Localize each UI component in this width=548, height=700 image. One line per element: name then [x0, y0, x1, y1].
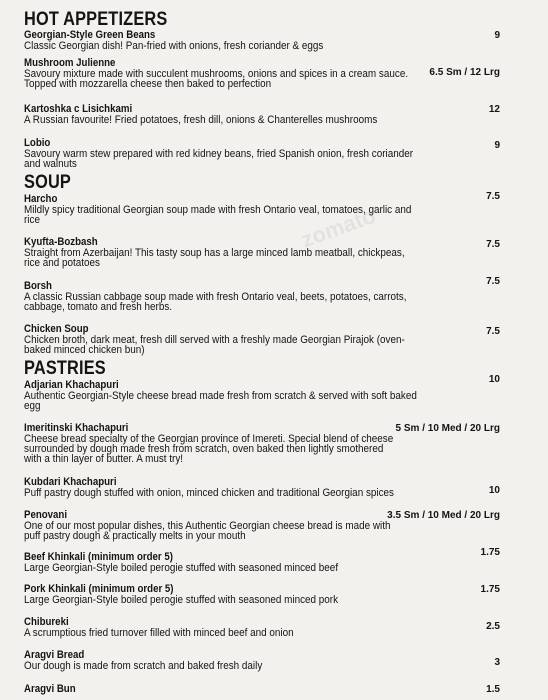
- menu-item: [24, 684, 524, 695]
- item-price: 3.5 Sm / 10 Med / 20 Lrg: [387, 510, 500, 521]
- item-name: Beef Khinkali (minimum order 5): [24, 551, 173, 563]
- menu-item: [24, 617, 524, 638]
- menu-item: [24, 30, 524, 51]
- item-description: Mildly spicy traditional Georgian soup made with fresh Ontario veal, tomatoes, garlic and rice: [24, 204, 412, 226]
- item-price: 7.5: [486, 191, 500, 202]
- menu-item: [24, 547, 524, 574]
- item-name: Adjarian Khachapuri: [24, 379, 119, 391]
- item-name: Kartoshka c Lisichkami: [24, 103, 133, 115]
- section-title-hot-appetizers: HOT APPETIZERS: [24, 9, 168, 30]
- item-name: Harcho: [24, 193, 58, 205]
- item-description: A scrumptious fried turnover filled with minced beef and onion: [24, 627, 294, 639]
- menu-item: [24, 650, 524, 671]
- item-name: Pork Khinkali (minimum order 5): [24, 583, 174, 595]
- item-name: Mushroom Julienne: [24, 57, 116, 69]
- item-price: 12: [488, 104, 500, 115]
- menu-item: [24, 477, 524, 498]
- menu-item: [24, 510, 524, 541]
- menu-item: [24, 423, 524, 464]
- menu-item: [24, 374, 524, 412]
- item-description: Our dough is made from scratch and baked fresh daily: [24, 660, 263, 672]
- item-price: 2.5: [486, 621, 500, 632]
- menu-item: [24, 324, 524, 355]
- item-description: Savoury mixture made with succulent mushrooms, onions and spices in a cream sauce. Topped with mozzarella cheese then baked to perfection: [24, 68, 409, 90]
- menu-item: [24, 584, 524, 605]
- item-price: 1.75: [480, 547, 500, 558]
- item-name: Imeritinski Khachapuri: [24, 422, 129, 434]
- item-price: 1.5: [486, 684, 500, 695]
- item-price: 7.5: [486, 276, 500, 287]
- item-name: Aragvi Bread: [24, 649, 85, 661]
- item-price: 6.5 Sm / 12 Lrg: [429, 67, 500, 78]
- item-description: Authentic Georgian-Style cheese bread made fresh from scratch & served with soft baked egg: [24, 390, 417, 412]
- menu-item: [24, 58, 524, 89]
- item-description: Cheese bread specialty of the Georgian province of Imereti. Special blend of cheese surrounded by dough made fresh from scratch, oven baked then lightly smothered with a thin layer of butter. A must try!: [24, 433, 394, 465]
- item-description: A classic Russian cabbage soup made with fresh Ontario veal, beets, potatoes, carrots, cabbage, tomato and fresh herbs.: [24, 291, 407, 313]
- item-description: Puff pastry dough stuffed with onion, minced chicken and traditional Georgian spices: [24, 487, 395, 499]
- menu-item: [24, 276, 524, 313]
- item-price: 3: [494, 657, 500, 668]
- item-name: Lobio: [24, 137, 51, 149]
- menu-item: [24, 138, 524, 169]
- item-name: Chibureki: [24, 616, 69, 628]
- menu-item: [24, 237, 524, 268]
- item-price: 7.5: [486, 239, 500, 250]
- item-name: Penovani: [24, 509, 68, 521]
- section-title-pastries: PASTRIES: [24, 358, 106, 379]
- item-name: Borsh: [24, 280, 52, 292]
- item-description: Chicken broth, dark meat, fresh dill served with a freshly made Georgian Pirajok (oven-baked minced chicken bun): [24, 334, 405, 356]
- item-price: 9: [494, 30, 500, 41]
- item-price: 1.75: [480, 584, 500, 595]
- item-description: Large Georgian-Style boiled perogie stuffed with seasoned minced pork: [24, 594, 339, 606]
- watermark: zomato: [297, 202, 379, 253]
- item-description: A Russian favourite! Fried potatoes, fresh dill, onions & Chanterelles mushrooms: [24, 114, 378, 126]
- item-name: Georgian-Style Green Beans: [24, 29, 156, 41]
- item-name: Kubdari Khachapuri: [24, 476, 117, 488]
- item-price: 10: [488, 485, 500, 496]
- menu-item: [24, 191, 524, 226]
- item-name: Chicken Soup: [24, 323, 89, 335]
- item-price: 7.5: [486, 326, 500, 337]
- item-name: Aragvi Bun: [24, 683, 76, 695]
- item-description: One of our most popular dishes, this Authentic Georgian cheese bread is made with puff pastry dough & practically melts in your mouth: [24, 520, 391, 542]
- item-price: 10: [488, 374, 500, 385]
- section-title-soup: SOUP: [24, 172, 72, 193]
- item-description: Large Georgian-Style boiled perogie stuffed with seasoned minced beef: [24, 562, 339, 574]
- menu-item: [24, 104, 524, 125]
- item-description: Straight from Azerbaijan! This tasty soup has a large minced lamb meatball, chickpeas, rice and potatoes: [24, 247, 405, 269]
- item-name: Kyufta-Bozbash: [24, 236, 98, 248]
- item-description: Classic Georgian dish! Pan-fried with onions, fresh coriander & eggs: [24, 40, 324, 52]
- item-description: Savoury warm stew prepared with red kidney beans, fried Spanish onion, fresh coriander and walnuts: [24, 148, 414, 170]
- item-price: 5 Sm / 10 Med / 20 Lrg: [395, 423, 500, 434]
- item-price: 9: [494, 140, 500, 151]
